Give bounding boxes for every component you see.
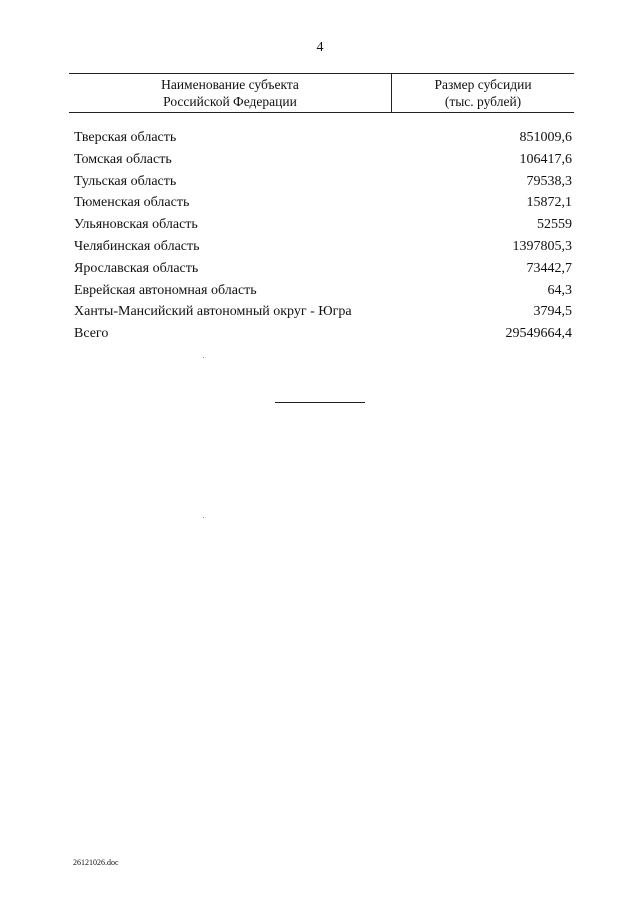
row-subsidy-value: 851009,6 (519, 130, 572, 145)
row-subject-name: Тюменская область (74, 195, 190, 211)
row-subsidy-value: 3794,5 (533, 304, 572, 320)
table-row (74, 127, 572, 149)
row-subject-name: Ярославская область (74, 260, 199, 276)
scan-speck (203, 517, 204, 518)
row-subsidy-value: 106417,6 (519, 151, 572, 167)
table-header (69, 73, 574, 113)
row-subsidy-value: 15872,1 (526, 195, 572, 211)
row-subject-name: Ханты-Мансийский автономный округ - Югра (74, 304, 352, 320)
row-subject-name: Томская область (74, 151, 172, 167)
row-subsidy-value: 73442,7 (526, 260, 572, 276)
row-subject-name: Тульская область (74, 173, 177, 189)
table-row-total (74, 323, 572, 345)
row-subject-name: Тверская область (74, 130, 177, 145)
page-number: 4 (316, 40, 324, 55)
footer-filename: 26121026.doc (73, 858, 119, 867)
header-amount-line-1: Размер субсидии (434, 77, 532, 92)
table-row (74, 192, 572, 214)
row-subsidy-value: 64,3 (547, 282, 572, 298)
header-amount-line-2: (тыс. рублей) (444, 94, 522, 109)
header-subsidy-amount (392, 74, 574, 112)
table-body (74, 127, 572, 345)
table-row (74, 171, 572, 193)
row-subsidy-value: 1397805,3 (512, 238, 572, 254)
table-row (74, 149, 572, 171)
table-row (74, 280, 572, 302)
header-subject-line-2: Российской Федерации (163, 94, 297, 109)
row-subject-name: Еврейская автономная область (74, 282, 257, 298)
header-subject-name (69, 74, 392, 112)
row-subject-name: Ульяновская область (74, 217, 198, 233)
row-subsidy-value: 52559 (537, 217, 572, 233)
table-row (74, 236, 572, 258)
row-subsidy-value: 79538,3 (526, 173, 572, 189)
total-value: 29549664,4 (505, 326, 572, 342)
row-subject-name: Челябинская область (74, 238, 200, 254)
end-separator-line (275, 402, 365, 403)
table-row (74, 301, 572, 323)
header-subject-line-1: Наименование субъекта (161, 77, 299, 92)
table-row (74, 214, 572, 236)
scan-speck (203, 357, 204, 358)
total-label: Всего (74, 326, 109, 342)
table-row (74, 258, 572, 280)
